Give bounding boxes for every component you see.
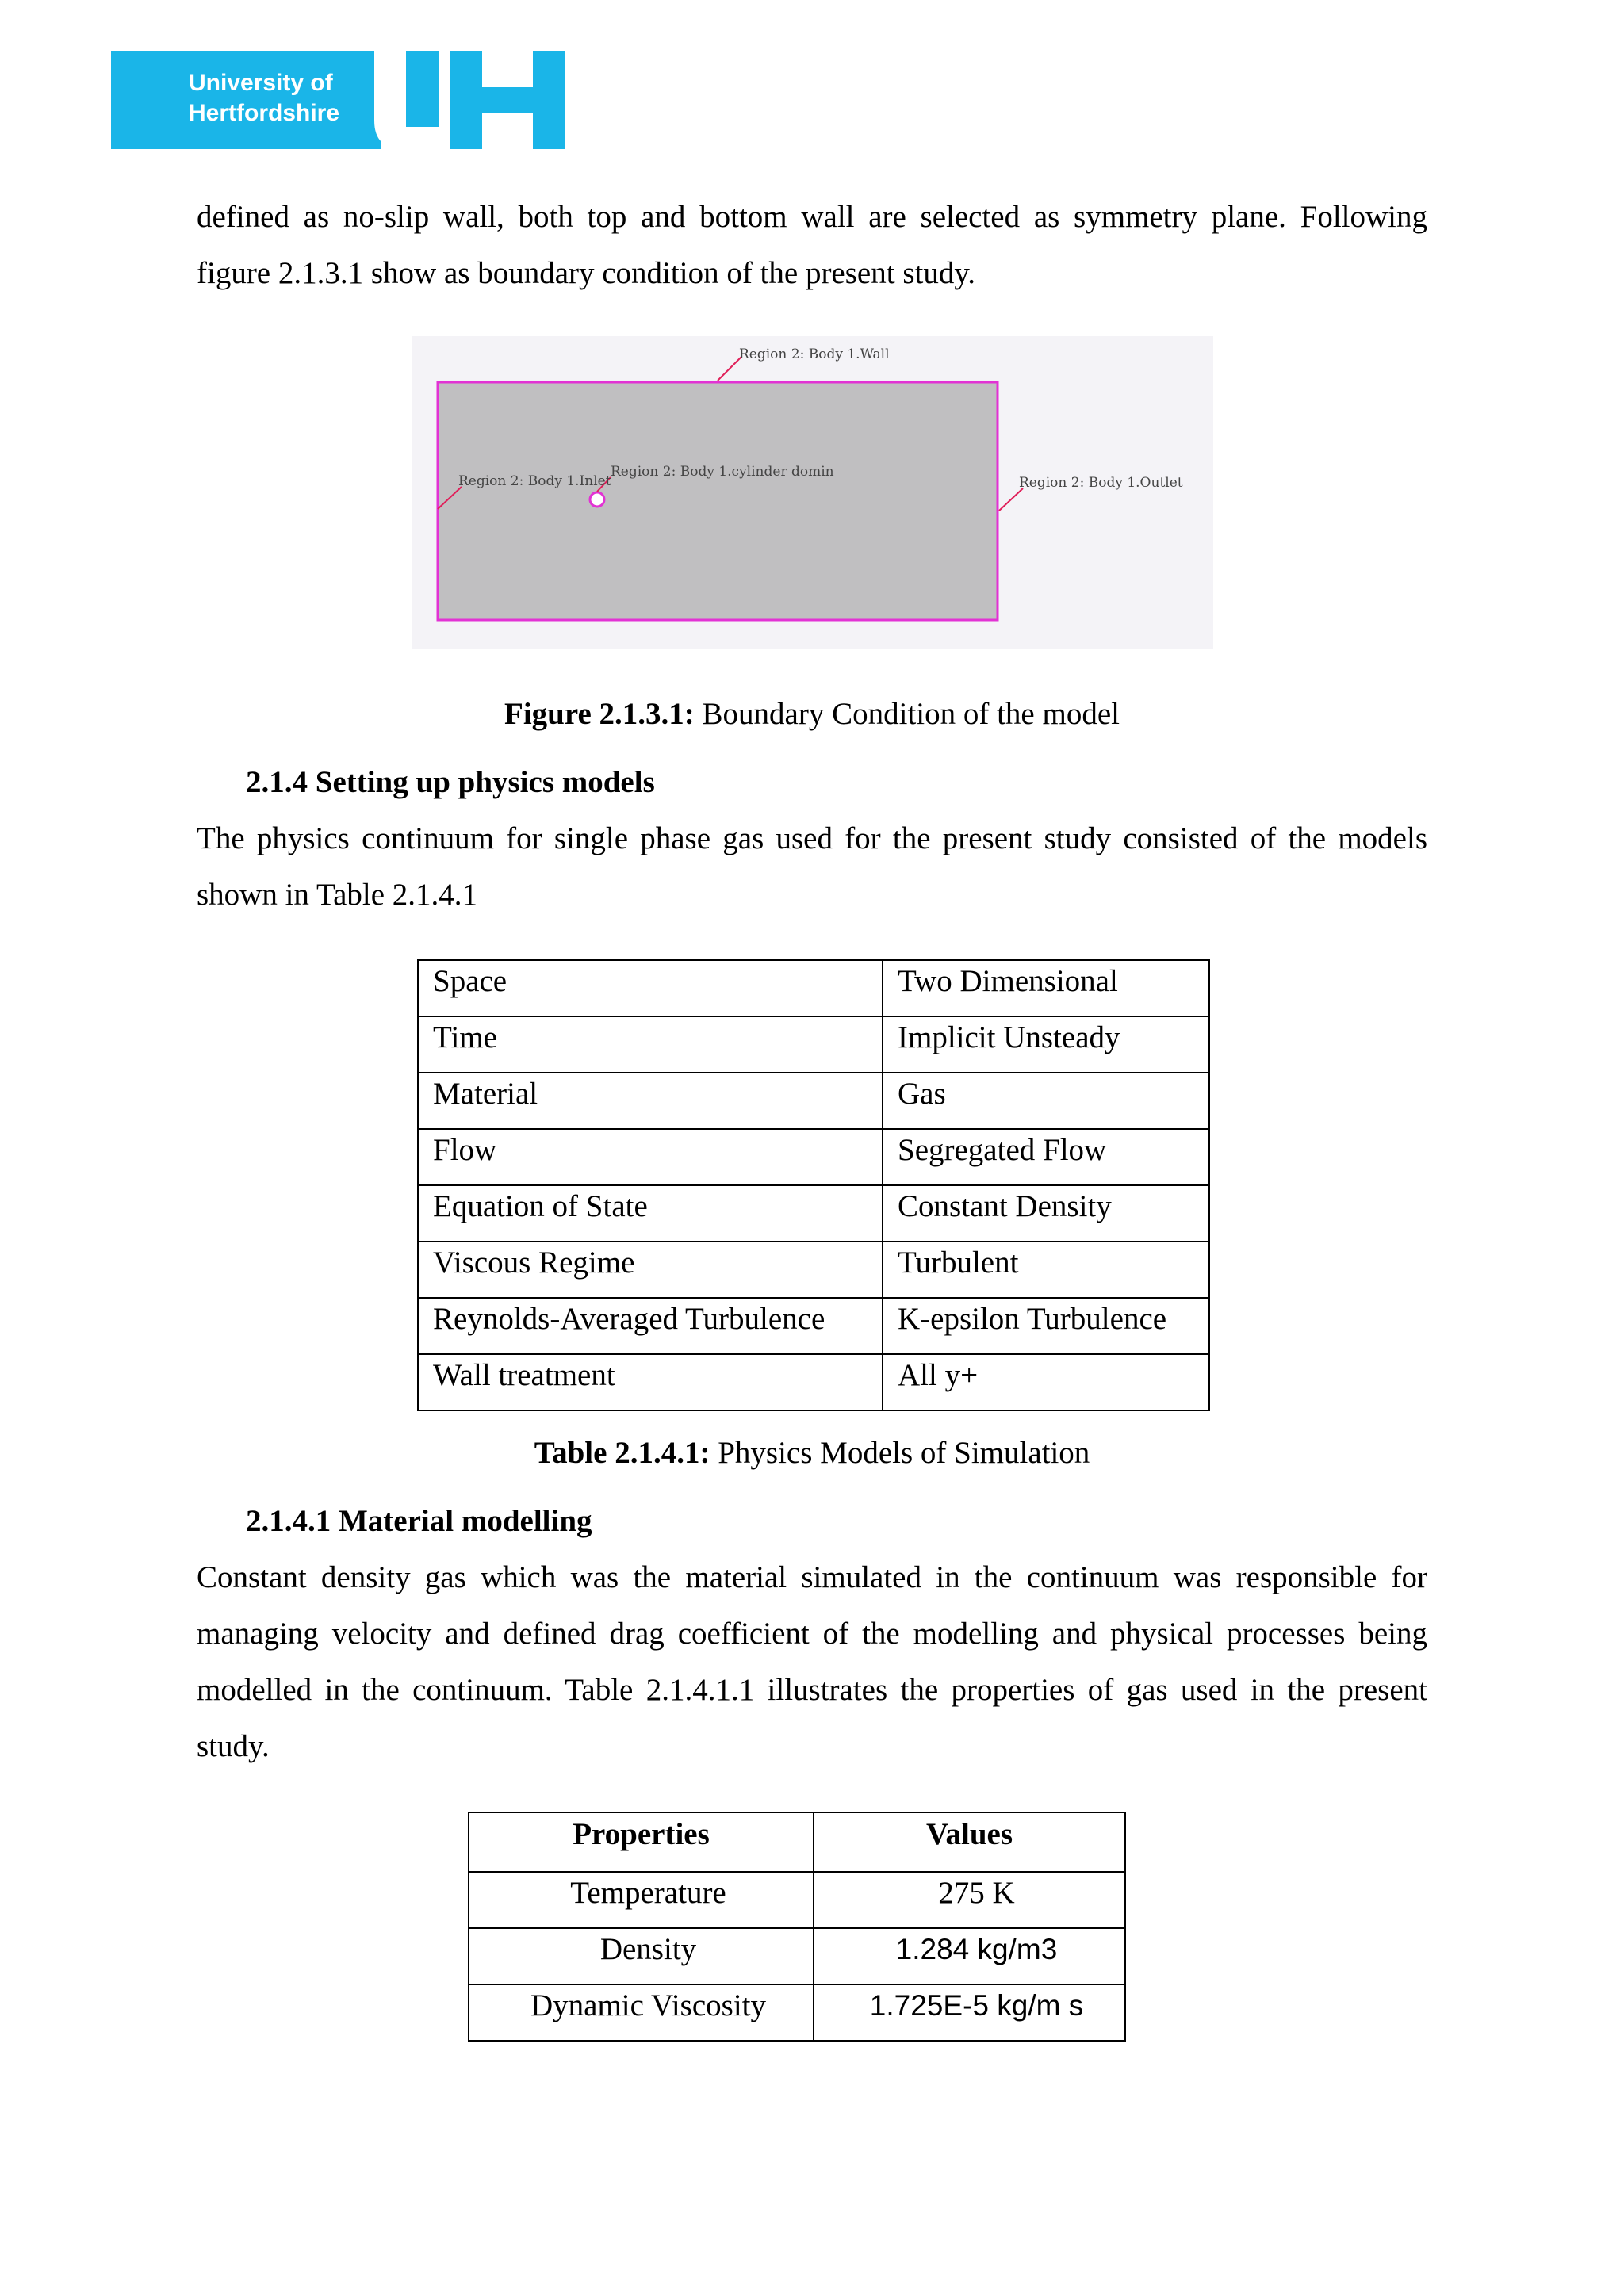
table-cell: Two Dimensional — [883, 960, 1209, 1016]
logo-line2: Hertfordshire — [189, 100, 340, 126]
table-row — [418, 1073, 1209, 1129]
table-row — [469, 1872, 1125, 1928]
section-heading-2-1-4: 2.1.4 Setting up physics models — [246, 765, 655, 799]
table-cell: Constant Density — [883, 1185, 1209, 1242]
table-header-cell: Properties — [469, 1812, 814, 1872]
gas-properties-table — [468, 1812, 1126, 2042]
table-header-row — [469, 1812, 1125, 1872]
table-row — [418, 1354, 1209, 1410]
table-cell: Implicit Unsteady — [883, 1016, 1209, 1073]
table-caption-bold: Table 2.1.4.1: — [534, 1436, 710, 1470]
table-cell: Viscous Regime — [418, 1242, 883, 1298]
table-row — [418, 1016, 1209, 1073]
label-wall: Region 2: Body 1.Wall — [739, 346, 890, 362]
label-inlet: Region 2: Body 1.Inlet — [458, 473, 611, 489]
table-row — [418, 960, 1209, 1016]
intro-line-2: figure 2.1.3.1 show as boundary condition of the present study. — [197, 256, 976, 290]
table-caption — [0, 1433, 1624, 1473]
section-2141-line-1: Constant density gas which was the material simulated in the continuum was responsible for — [197, 1560, 1427, 1594]
table-cell: 275 K — [814, 1872, 1125, 1928]
table-cell: Dynamic Viscosity — [469, 1984, 814, 2041]
table-cell: All y+ — [883, 1354, 1209, 1410]
boundary-condition-figure — [412, 336, 1213, 649]
table-cell: Equation of State — [418, 1185, 883, 1242]
label-outlet: Region 2: Body 1.Outlet — [1019, 475, 1183, 491]
figure-caption-text: Boundary Condition of the model — [694, 697, 1120, 731]
table-row — [469, 1984, 1125, 2041]
table-cell: Reynolds-Averaged Turbulence — [418, 1298, 883, 1354]
figure-caption-bold: Figure 2.1.3.1: — [504, 697, 695, 731]
table-cell: Density — [469, 1928, 814, 1984]
section-2141-line-3: modelled in the continuum. Table 2.1.4.1.1 illustrates the properties of gas used in the present — [197, 1673, 1427, 1707]
figure-caption — [0, 695, 1624, 734]
table-cell: Wall treatment — [418, 1354, 883, 1410]
section-214-line-1: The physics continuum for single phase gas used for the present study consisted of the models — [197, 821, 1427, 855]
table-cell: Time — [418, 1016, 883, 1073]
logo-line1: University of — [189, 70, 333, 96]
section-2141-line-2: managing velocity and defined drag coefficient of the modelling and physical processes being — [197, 1617, 1427, 1651]
table-row — [418, 1129, 1209, 1185]
intro-line-1: defined as no-slip wall, both top and bottom wall are selected as symmetry plane. Following — [197, 200, 1427, 234]
table-cell: Segregated Flow — [883, 1129, 1209, 1185]
physics-models-table — [417, 959, 1210, 1411]
table-cell: Gas — [883, 1073, 1209, 1129]
table-cell: Material — [418, 1073, 883, 1129]
table-cell: K-epsilon Turbulence — [883, 1298, 1209, 1354]
table-row — [469, 1928, 1125, 1984]
table-cell: Temperature — [469, 1872, 814, 1928]
section-2141-line-4: study. — [197, 1729, 270, 1763]
table-row — [418, 1242, 1209, 1298]
table-caption-text: Physics Models of Simulation — [710, 1436, 1090, 1470]
table-row — [418, 1298, 1209, 1354]
table-cell: 1.725E-5 kg/m s — [814, 1984, 1125, 2041]
table-cell: Flow — [418, 1129, 883, 1185]
table-cell: Turbulent — [883, 1242, 1209, 1298]
university-logo — [111, 51, 565, 149]
table-row — [418, 1185, 1209, 1242]
section-214-line-2: shown in Table 2.1.4.1 — [197, 878, 478, 912]
table-cell: Space — [418, 960, 883, 1016]
table-cell: 1.284 kg/m3 — [814, 1928, 1125, 1984]
section-heading-2-1-4-1: 2.1.4.1 Material modelling — [246, 1504, 592, 1538]
table-header-cell: Values — [814, 1812, 1125, 1872]
label-cylinder: Region 2: Body 1.cylinder domin — [611, 464, 834, 480]
